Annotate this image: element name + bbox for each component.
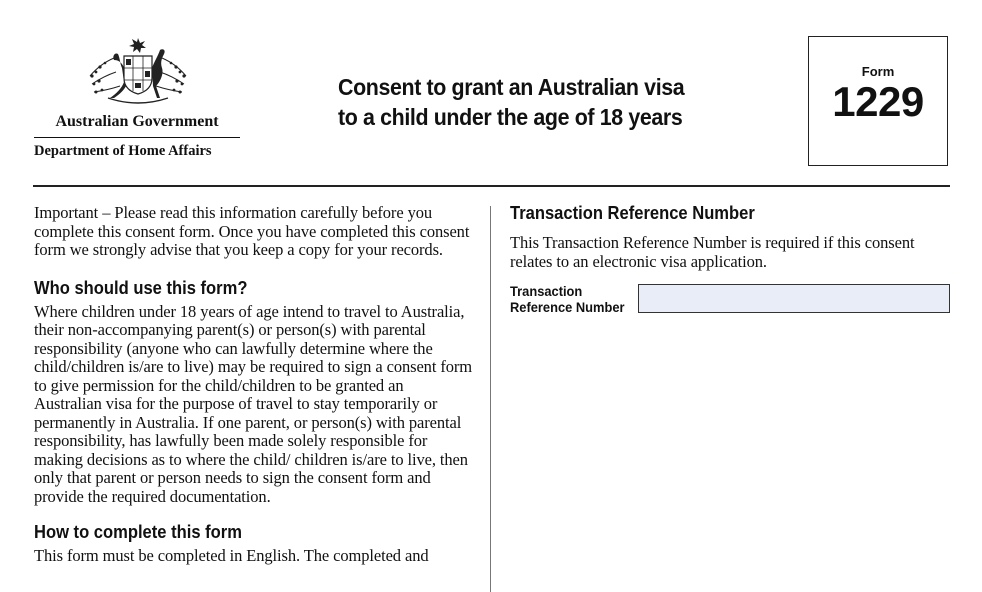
department-name: Department of Home Affairs [34, 143, 212, 159]
form-label: Form [861, 64, 895, 79]
trn-input[interactable] [638, 284, 950, 313]
form-title [338, 72, 684, 132]
trn-field-label [510, 283, 625, 315]
who-should-use-body: Where children under 18 years of age intend to travel to Australia, their non-accompanying parent(s) or person(s) with parental responsibility (anyone who can lawfully determine where the child/children is/are to live) may be required to sign a consent form to give permission for the child/children to be granted an Australian visa for the purpose of travel to stay temporarily or permanently in Australia. If one parent, or person(s) with parental responsibility, has lawfully been made solely responsible for making decisions as to where the child/ children is/are to live, then only that parent or person needs to sign the consent form and provide the required documentation. [34, 301, 473, 506]
form-title-line-1: Consent to grant an Australian visa [338, 74, 685, 100]
left-column [34, 204, 474, 566]
header-divider [33, 185, 950, 187]
trn-description: This Transaction Reference Number is required if this consent relates to an electronic visa application. [510, 233, 915, 271]
government-divider [34, 137, 240, 138]
trn-heading: Transaction Reference Number [510, 203, 755, 223]
form-number: 1229 [832, 78, 924, 125]
who-should-use-heading: Who should use this form? [34, 277, 248, 298]
how-to-complete-heading: How to complete this form [34, 522, 242, 542]
form-title-line-2: to a child under the age of 18 years [338, 104, 683, 130]
government-name: Australian Government [55, 113, 219, 130]
trn-label-line-1: Transaction [510, 283, 583, 299]
right-column [510, 203, 950, 315]
trn-label-line-2: Reference Number [510, 299, 625, 315]
important-notice: Important – Please read this information carefully before you complete this consent form. Once you have completed this consent form we strongly advise that you keep a copy for your records. [34, 203, 470, 259]
how-to-complete-body: This form must be completed in English. The completed and [34, 546, 429, 565]
form-number-box [808, 36, 948, 166]
coat-of-arms-icon [86, 36, 190, 108]
column-divider [490, 206, 491, 592]
